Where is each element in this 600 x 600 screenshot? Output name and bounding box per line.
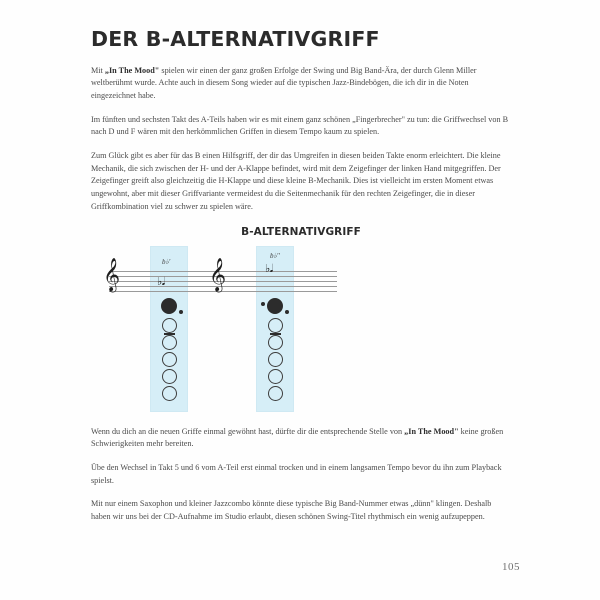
note-name-label: b♭'': [270, 251, 280, 260]
fingering-diagram-bb-high: [209, 244, 349, 426]
key-hole-6: [162, 386, 177, 401]
page-number: 105: [502, 561, 520, 573]
bb-side-mechanism-bar: [270, 333, 281, 336]
fingering-diagram-group: [91, 244, 511, 426]
figure-caption: B-ALTERNATIVGRIFF: [241, 225, 361, 238]
staff-line: [215, 281, 337, 282]
paragraph: Wenn du dich an die neuen Griffe einmal gewöhnt hast, dürfte dir die entsprechende Stelle von „In The Mood" keine großen Schwierigkeiten mehr bereiten.: [91, 426, 504, 449]
paragraph: Im fünften und sechsten Takt des A-Teils haben wir es mit einem ganz schönen „Fingerbrecher" zu tun: die Griffwechsel von B nach D und F wären mit den herkömmlichen Griffen in diesem Tempo kaum zu spielen.: [91, 114, 509, 137]
staff-line: [215, 286, 337, 287]
treble-clef-icon: 𝄞: [103, 256, 121, 291]
paragraphs-bottom: [91, 426, 511, 524]
music-staff: [215, 271, 337, 292]
bb-side-mechanism-bar: [164, 333, 175, 336]
key-hole-3: [268, 335, 283, 350]
key-hole-3: [162, 335, 177, 350]
note-head-glyph: ♭𝅘𝅥: [265, 261, 273, 275]
paragraph: Mit „In The Mood" spielen wir einen der ganz großen Erfolge der Swing und Big Band-Ära, der durch Glenn Miller weltberühmt wurde. Achte auch in diesem Song wieder auf die typischen Jazz-Bindebögen, die ich dir in die Noten eingezeichnet habe.: [91, 65, 477, 100]
page-content: [91, 28, 511, 535]
note-head-glyph: ♭𝅘𝅥: [157, 274, 165, 288]
key-hole-1: [267, 298, 283, 314]
paragraph: Übe den Wechsel in Takt 5 und 6 vom A-Teil erst einmal trocken und in einem langsamen Tempo bevor du ihn zum Playback spielst.: [91, 462, 502, 485]
key-hole-2: [268, 318, 283, 333]
key-hole-4: [162, 352, 177, 367]
page-title: DER B-ALTERNATIVGRIFF: [91, 27, 380, 51]
paragraph: Zum Glück gibt es aber für das B einen Hilfsgriff, der dir das Umgreifen in diesen beiden Takte enorm erleichtert. Die kleine Mechanik, die sich zwischen der H- und der A-Klappe befindet, wird mit dem Zeigefinger der linken Hand mitgegriffen. Der Zeigefinger greift also gleichzeitig die H-Klappe und diese kleine B-Mechanik. Dies ist vielleicht im ersten Moment etwas ungewohnt, aber mit dieser Griffvariante vermeidest du die Seitenmechanik für den rechten Zeigefinger, die in dieser Griffkombination viel zu schwer zu spielen wäre.: [91, 151, 501, 211]
key-hole-5: [162, 369, 177, 384]
key-hole-1: [161, 298, 177, 314]
key-hole-6: [268, 386, 283, 401]
note-name-label: b♭': [162, 257, 171, 266]
side-key-dot-right: [179, 310, 183, 314]
staff-line: [215, 291, 337, 292]
key-hole-2: [162, 318, 177, 333]
staff-line: [215, 276, 337, 277]
treble-clef-icon: 𝄞: [209, 256, 227, 291]
octave-key-dot-left: [261, 302, 265, 306]
paragraphs-top: [91, 65, 511, 214]
paragraph: Mit nur einem Saxophon und kleiner Jazzcombo könnte diese typische Big Band-Nummer etwas „dünn" klingen. Deshalb haben wir uns bei der CD-Aufnahme im Studio erlaubt, diesen schönen Swing-Titel rhythmisch ein wenig aufzupeppen.: [91, 499, 492, 522]
key-column: [265, 298, 285, 403]
side-key-dot-right: [285, 310, 289, 314]
key-hole-5: [268, 369, 283, 384]
staff-line: [215, 271, 337, 272]
key-column: [159, 298, 179, 403]
key-hole-4: [268, 352, 283, 367]
